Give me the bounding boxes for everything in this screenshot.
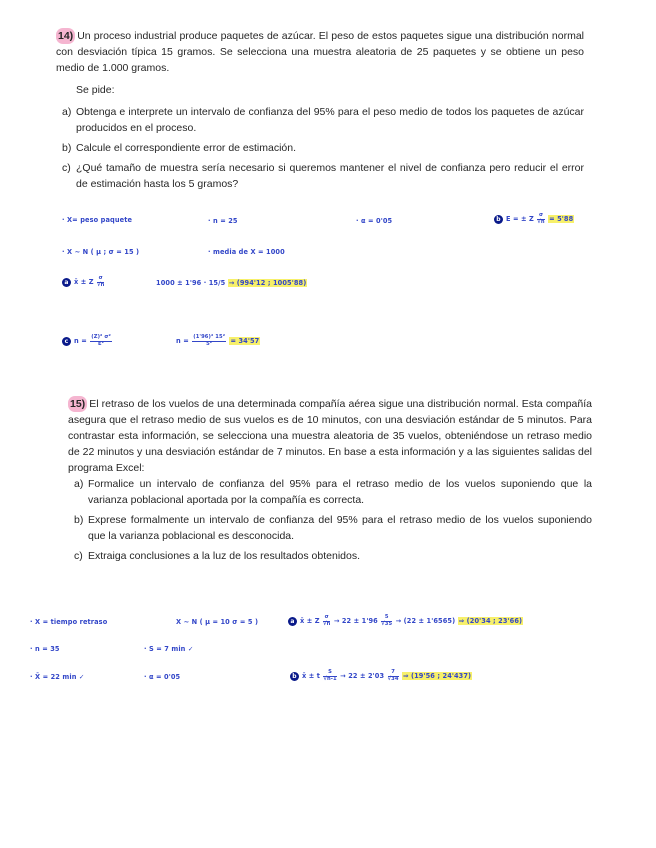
problem-number: 14)	[58, 30, 74, 42]
problem-14-statement	[56, 28, 584, 76]
answer-badge: c	[62, 337, 71, 346]
highlight-result: = 5'88	[549, 215, 574, 224]
highlight-result: ⇒ (20'34 ; 23'66)	[458, 617, 523, 626]
problem-14-item-a: a) Obtenga e interprete un intervalo de confianza del 95% para el peso medio de todos los paquetes de azúcar producidos en el proceso.	[62, 106, 584, 134]
note-15-n: · n = 35	[30, 645, 60, 653]
problem-number: 15)	[70, 398, 86, 410]
problem-15	[68, 396, 592, 564]
answer-badge: a	[62, 278, 71, 287]
note-14-x-def: · X= peso paquete	[62, 216, 133, 224]
note-14-alpha: · α = 0'05	[356, 217, 393, 225]
highlight-result: → (994'12 ; 1005'88)	[228, 279, 307, 287]
note-14-mean: · media de X = 1000	[208, 248, 285, 256]
highlight-result: = 34'57	[230, 337, 260, 346]
problem-14-item-c: c) ¿Qué tamaño de muestra sería necesario si queremos mantener el nivel de confianza pero reducir el error de estimación hasta los 5 gramos?	[62, 162, 584, 190]
note-14-c-calc: n = $\frac{\text{(1'96)² 15²}}{\text{5²}}$ = 34'57	[176, 334, 260, 347]
highlight-result: ⇒ (19'56 ; 24'437)	[402, 672, 472, 681]
note-14-c: c n = $\frac{\text{(Z)² σ²}}{\text{E²}}$	[62, 335, 113, 347]
answer-badge: b	[494, 215, 503, 224]
note-15-a: a x̄ ± Z $\frac{\sigma}{√n}$ → 22 ± 1'96 $\frac{5}{√35}$ → (22 ± 1'6565) ⇒ (20'34 ; 23'66)	[288, 615, 523, 627]
note-14-n: · n = 25	[208, 217, 238, 225]
problem-15-item-b: b) Exprese formalmente un intervalo de confianza del 95% para el retraso medio de los vuelos suponiendo que la varianza poblacional es desconocida.	[74, 514, 592, 542]
problem-15-statement	[68, 396, 592, 476]
note-15-dist: X ~ N ( μ = 10 σ = 5 )	[176, 618, 259, 626]
problem-15-item-c: c) Extraiga conclusiones a la luz de los resultados obtenidos.	[74, 550, 360, 562]
problem-14-prompt: Se pide:	[76, 84, 115, 96]
problem-15-item-a: a) Formalice un intervalo de confianza del 95% para el retraso medio de los vuelos suponiendo que la varianza poblacional aportada por la compañía es correcta.	[74, 478, 592, 506]
statement-text: Un proceso industrial produce paquetes de azúcar. El peso de estos paquetes sigue una distribución normal con desviación típica 15 gramos. Se selecciona una muestra aleatoria de 25 paquetes y se obtiene un peso medio de 1.000 gramos.	[56, 30, 584, 74]
answer-badge: b	[290, 672, 299, 681]
note-15-s: · S = 7 min ✓	[144, 645, 194, 653]
note-14-dist: · X ~ N ( μ ; σ = 15 )	[62, 248, 140, 256]
answer-badge: a	[288, 617, 297, 626]
statement-text: El retraso de los vuelos de una determinada compañía aérea sigue una distribución normal. Esta compañía asegura que el retraso medio de sus vuelos es de 10 minutos, con una desviación estándar de 5 minutos. Para contrastar esta información, se selecciona una muestra aleatoria de 35 vuelos, obteniéndose un retraso medio de 22 minutos y una desviación estándar de 7 minutos. En base a esta información y a las siguientes salidas del programa Excel:	[68, 398, 592, 474]
note-14-b: b E = ± Z $\frac{\sigma}{√n}$ = 5'88	[494, 213, 574, 225]
note-15-x-def: · X = tiempo retraso	[30, 618, 108, 626]
note-15-xbar: · X̄ = 22 min ✓	[30, 673, 85, 681]
note-15-alpha: · α = 0'05	[144, 673, 181, 681]
note-15-b: b x̄ ± t $\frac{S}{√n-1}$ → 22 ± 2'03 $\frac{7}{√34}$ ⇒ (19'56 ; 24'437)	[290, 670, 472, 682]
problem-14-item-b: b) Calcule el correspondiente error de estimación.	[62, 142, 297, 154]
problem-14	[56, 28, 584, 192]
note-14-a: a x̄ ± Z $\frac{\sigma}{√n}$	[62, 276, 105, 288]
note-14-a-calc: 1000 ± 1'96 · 15/5 → (994'12 ; 1005'88)	[156, 279, 307, 287]
